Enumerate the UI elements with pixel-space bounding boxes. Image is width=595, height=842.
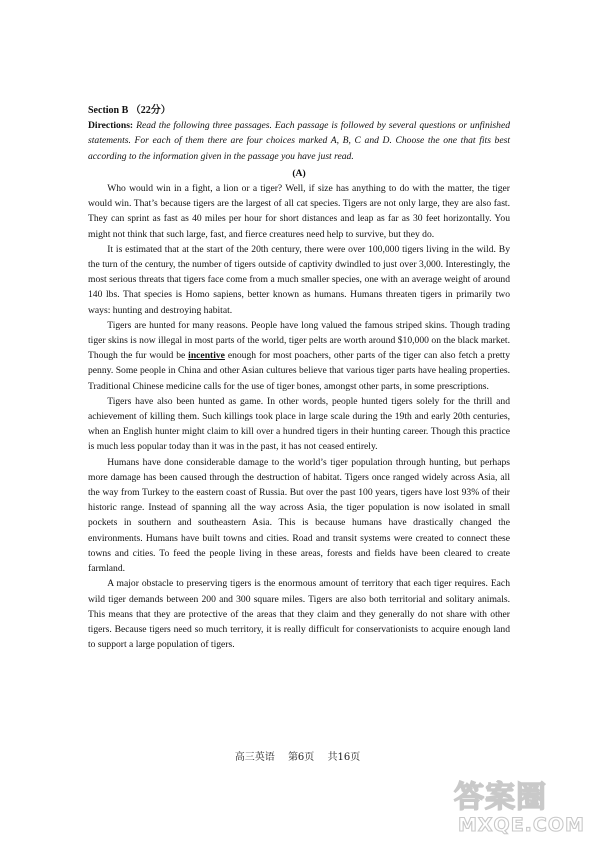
footer-subject: 高三英语 [234, 752, 275, 763]
section-points: （22分） [130, 105, 171, 116]
paragraph-2: It is estimated that at the start of the 20th century, there were over 100,000 tigers living in the wild. By the turn of the century, the number of tigers outside of captivity dwindled to just over 3,000. Interestingly, the most serious threats that tigers face come from a much smaller species, one with an average weight of around 140 lbs. That species is Homo sapiens, better known as humans. Humans threaten tigers in primarily two ways: hunting and destroying habitat. [88, 243, 510, 316]
section-heading [88, 103, 510, 118]
paragraph-1: Who would win in a fight, a lion or a tiger? Well, if size has anything to do with the matter, the tiger would win. That’s because tigers are the largest of all cat species. Tigers are not only large, they are also fast. They can sprint as fast as 40 miles per hour for short distances and leap as far as 30 feet horizontally. You might not think that such large, fast, and fierce creatures need help to survive, but they do. [88, 183, 510, 240]
paragraph-3-start: Tigers are hunted for many reasons. People have long valued the famous striped skins. Though trading tiger skins is now illegal in most parts of the world, tiger pelts are worth around $10,000 on the black market. Though the fur would be [88, 319, 510, 362]
directions-label: Directions: [88, 120, 134, 132]
passage-label: (A) [292, 167, 306, 179]
paragraph-3 [88, 318, 510, 394]
watermark-logo [450, 775, 590, 837]
watermark-line-2: MXQE.COM [458, 814, 585, 836]
directions [88, 118, 510, 164]
paragraph-4: Tigers have also been hunted as game. In other words, people hunted tigers solely for the thrill and achievement of killing them. Such killings took place in large scale during the 19th and early 20th centuries, when an English hunter might claim to kill over a hundred tigers in their hunting career. Though this practice is much less popular today than it was in the past, it has not ceased entirely. [88, 395, 510, 453]
keyword-incentive: incentive [188, 350, 225, 362]
page-footer [0, 748, 595, 763]
paragraph-6: A major obstacle to preserving tigers is the enormous amount of territory that each tiger requires. Each wild tiger demands between 200 and 300 square miles. Tigers are also both territorial and solitary animals. This means that they are protective of the areas that they claim and they generally do not share with other tigers. Because tigers need so much territory, it is really difficult for conservationists to acquire enough land to support a large population of tigers. [88, 578, 510, 651]
paragraph-3-end: enough for most poachers, other parts of the tiger can also fetch a pretty penny. Some people in China and other Asian cultures believe that various tiger parts have healing properties. Traditional Chinese medicine calls for the use of tiger bones, amongst other parts, in some prescriptions. [88, 350, 510, 392]
exam-content [88, 103, 510, 652]
footer-page: 第6页 [287, 752, 315, 763]
watermark-logo-graphic [450, 775, 590, 837]
paragraph-5: Humans have done considerable damage to the world’s tiger population through hunting, but perhaps more damage has been caused through the destruction of habitat. Tigers once ranged widely across Asia, all the way from Turkey to the eastern coast of Russia. But over the past 100 years, tigers have lost 93% of their historic range. Instead of spanning all the way across Asia, the tiger population is now isolated in small pockets in southern and southeastern Asia. This is because humans have drastically changed the environments. Humans have built towns and cities. Road and transit systems were created to connect these towns and cities. To feed the people living in these areas, forests and fields have been cleared to create farmland. [88, 456, 510, 575]
section-title: Section B [88, 105, 129, 116]
watermark-line-1: 答案圈 [454, 780, 547, 815]
directions-text: Read the following three passages. Each passage is followed by several questions or unfinished statements. For each of them there are four choices marked A, B, C and D. Choose the one that fits best according to the information given in the passage you have just read. [88, 120, 510, 162]
footer-total: 共16页 [327, 752, 361, 763]
